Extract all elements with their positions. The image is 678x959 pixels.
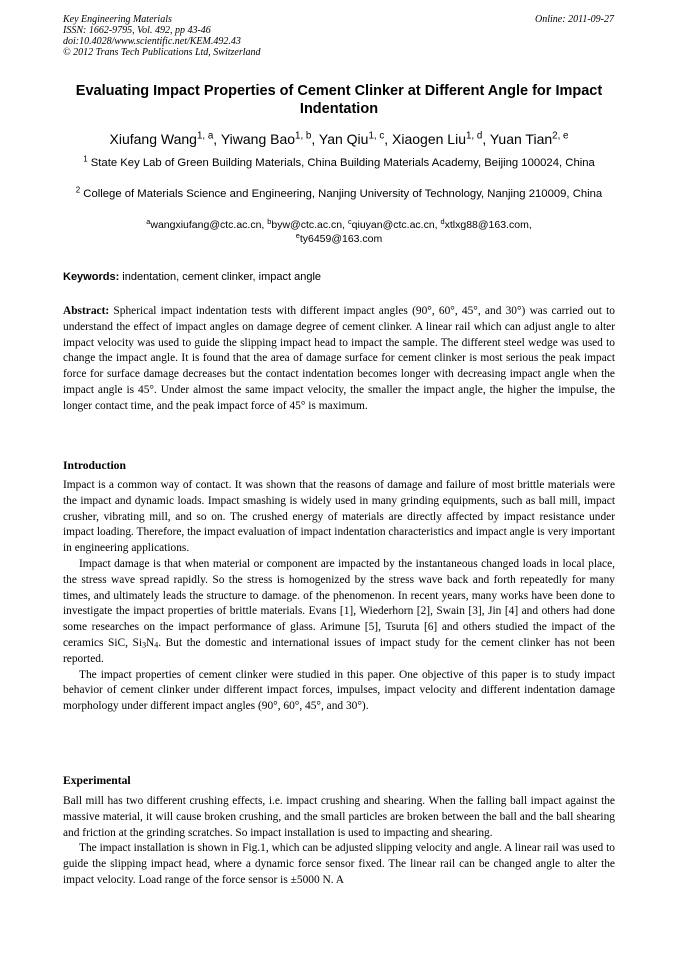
paragraph: The impact properties of cement clinker were studied in this paper. One objective of this paper is to study impact behavior of cement clinker under different impact forces, impulses, impact velocity and different indentation damage morphology under different impact angles (90°, 60°, 45°, and 30°). xyxy=(63,668,615,713)
journal-header xyxy=(63,14,261,58)
email-list: $^a$wangxiufang@ctc.ac.cn, $^b$byw@ctc.ac.cn, $^c$qiuyan@ctc.ac.cn, $^d$xtlxg88@163.com, $^e$ty6459@163.com xyxy=(146,216,532,245)
author-name: Yan Qiu xyxy=(318,131,369,147)
author-name: Yiwang Bao xyxy=(220,131,296,147)
journal-copyright: © 2012 Trans Tech Publications Ltd, Switzerland xyxy=(63,47,261,58)
experimental-heading: Experimental xyxy=(63,774,131,787)
author-list: Xiufang Wang$^{1, a}$, Yiwang Bao$^{1, b}$, Yan Qiu$^{1, c}$, Xiaogen Liu$^{1, d}$, Yuan Tian$^{2, e}$ xyxy=(109,130,569,147)
email-link[interactable]: wangxiufang@ctc.ac.cn xyxy=(150,219,262,231)
abstract-text: Spherical impact indentation tests with different impact angles (90°, 60°, 45°, and 30°) was carried out to understand the effect of impact angles on damage degree of cement clinker. A linear rail which can adjust angle to alter impact velocity was used to guide the slipping impact head to impact the sample. The different steel wedge was used to change the impact angle. It is found that the area of damage surface for cement clinker is most serious the peak impact force for surface damage decreases but the contact indentation becomes longer with decreasing impact angle when the impact angle is 45°. Under almost the same impact velocity, the smaller the impact angle, the higher the impulse, the longer contact time, and the peak impact force of 45° is maximum. xyxy=(63,305,615,412)
keywords-text: indentation, cement clinker, impact angle xyxy=(119,271,322,283)
email-link[interactable]: ty6459@163.com xyxy=(299,233,383,245)
author-affiliation-mark: 2, e xyxy=(552,130,569,142)
affiliation-text: State Key Lab of Green Building Materials, China Building Materials Academy, Beijing 100024, China xyxy=(90,157,595,169)
affiliation-text: College of Materials Science and Engineering, Nanjing University of Technology, Nanjing 210009, China xyxy=(83,188,603,200)
email-link[interactable]: qiuyan@ctc.ac.cn xyxy=(351,219,435,231)
author-affiliation-mark: 1, c xyxy=(368,130,385,142)
keywords xyxy=(63,270,615,284)
author-name: Yuan Tian xyxy=(489,131,553,147)
abstract-label: Abstract: xyxy=(63,305,110,317)
paragraph: Ball mill has two different crushing effects, i.e. impact crushing and shearing. When the falling ball impact against the massive material, it will cause broken crushing, and the small particles are broken between the ball and the ball shearing and friction at the grinding scratches. So impact installation is used to impacting and shearing. xyxy=(63,795,615,839)
journal-issn: ISSN: 1662-9795, Vol. 492, pp 43-46 xyxy=(63,25,211,36)
affiliation-1 xyxy=(63,156,615,170)
paragraph: Impact is a common way of contact. It was shown that the reasons of damage and failure of most brittle materials were the impact and dynamic loads. Impact smashing is widely used in many grinding equipments, such as ball mill, impact crusher, vibrating mill, and so on. The crushed energy of materials are directly affected by impact resistance under impact loading. Therefore, the impact evaluation of impact indentation characteristics and impact angle is very important in engineering applications. xyxy=(63,479,615,555)
author-name: Xiaogen Liu xyxy=(392,131,466,147)
email-link[interactable]: xtlxg88@163.com xyxy=(444,219,529,231)
affiliation-number: 1 xyxy=(83,154,88,164)
affiliation-2 xyxy=(63,187,615,201)
author-affiliation-mark: 1, a xyxy=(196,130,214,142)
journal-doi: doi:10.4028/www.scientific.net/KEM.492.43 xyxy=(63,36,241,47)
journal-name: Key Engineering Materials xyxy=(63,14,172,25)
paragraph: The impact installation is shown in Fig.1, which can be adjusted slipping velocity and angle. A linear rail was used to guide the slipping impact head, where a dynamic force sensor fixed. The linear rail can be changed angle to alter the impact velocity. Load range of the force sensor is ±5000 N. A xyxy=(63,842,615,886)
abstract xyxy=(63,304,615,415)
keywords-label: Keywords: xyxy=(63,271,120,283)
experimental-body xyxy=(63,794,615,889)
introduction-heading: Introduction xyxy=(63,459,126,472)
author-name: Xiufang Wang xyxy=(109,131,197,147)
affiliation-number: 2 xyxy=(75,185,81,195)
online-date: Online: 2011-09-27 xyxy=(535,14,614,25)
email-link[interactable]: byw@ctc.ac.cn xyxy=(271,219,343,231)
author-affiliation-mark: 1, d xyxy=(465,130,483,142)
author-affiliation-mark: 1, b xyxy=(295,130,312,142)
paper-title: Evaluating Impact Properties of Cement Clinker at Different Angle for Impact Indentation xyxy=(75,83,603,117)
paragraph: Impact damage is that when material or component are impacted by the instantaneous changed loads in local place, the stress wave spread rapidly. So the stress is homogenized by the stress wave back and forth repeatedly for many times, and ultimately leads the structure to damage. of the phenomenon. In recent years, many works have been done to investigate the impact properties of brittle materials. Evans [1], Wiederhorn [2], Swain [3], Jin [4] and others had done some researches on the impact performance of glass. Arimune [5], Tsuruta [6] and others studied the impact of the ceramics SiC, $Si_3N_4$. But the domestic and international issues of impact study for the cement clinker has not been reported. xyxy=(63,557,615,665)
introduction-body xyxy=(63,478,615,715)
